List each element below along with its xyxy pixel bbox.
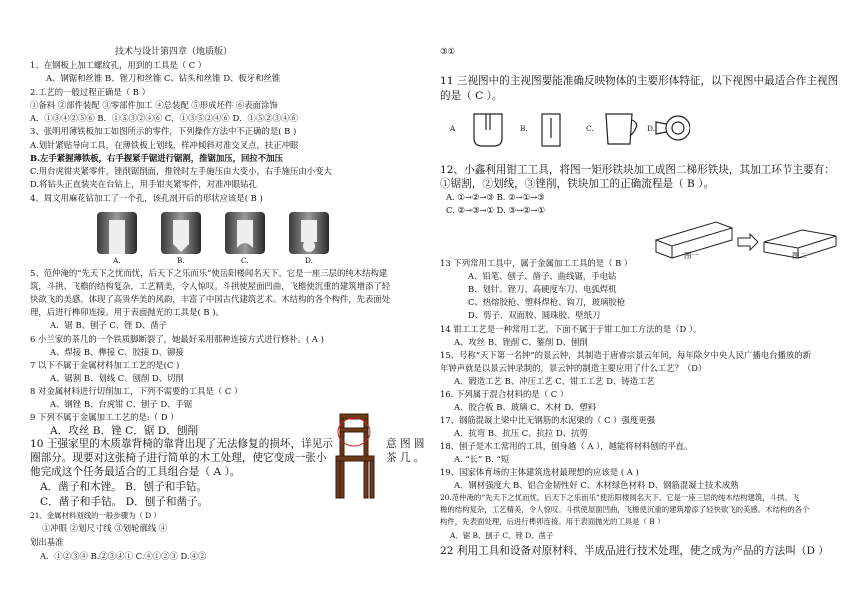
question-line: 21、金属材料划线的一般步骤为（ D ） xyxy=(30,511,161,520)
drill-caption: D. xyxy=(305,256,314,265)
option-line: C. ②→③→① D. ③→②→① xyxy=(446,205,545,215)
question-line: 6 小兰家的茶几的一个铁质脚断裂了，她最好采用那种连接方式进行修补。( A ) xyxy=(30,334,324,344)
chair-figure xyxy=(332,410,378,502)
question-line: 11 三视图中的主视图要能准确反映物体的主要形体特征，以下视图中最适合作主视图 xyxy=(440,75,839,87)
question-line: 3、张明用薄铁板加工如图所示的零件，下列操作方法中不正确的是( B ) xyxy=(30,126,297,136)
option-line: A、胶合板 B、玻璃 C、木材 D、塑料 xyxy=(454,402,597,412)
arrow-icon xyxy=(738,234,758,250)
option-line: A. “长” B. “短 xyxy=(454,454,510,464)
option-line: C、热熔胶枪、塑料焊枪、钩刀，玻璃胶枪 xyxy=(468,297,626,307)
question-line: 16. 下列属于混合材料的是（ C ） xyxy=(440,389,569,399)
chair-side-text: 茶 几 。 xyxy=(386,452,425,464)
option-line: A．①②③④ B.②③④① C.④①②③ D.④② xyxy=(40,551,207,561)
question-line: 17、钢筋混凝土梁中比无钢筋的水泥梁的（ C ）强度更强 xyxy=(440,415,656,425)
option-line: A、抗弯 B、抗压 C、抗拉 D、抗剪 xyxy=(454,428,588,438)
question-line: 圈部分。现要对这张椅子进行简单的木工处理，使它变成一张小 xyxy=(30,452,327,464)
question-line: 18、刨子是木工常用的工具，刨身越（ A ），越能将材料刨的平直。 xyxy=(440,441,693,451)
option-line: D.将钻头正直装夹在台钻上，用手钳夹紧零件，对准冲眼钻孔 xyxy=(30,179,257,189)
question-line: 7 以下不属于金属材料加工工艺的是(C ) xyxy=(30,360,180,370)
option-line: A、锻造工艺 B、冲压工艺 C、钳工工艺 D、铸造工艺 xyxy=(454,376,655,386)
question-line: 12、小鑫利用钳工工具，将图一矩形铁块加工成图二梯形铁块，其加工环节主要有： xyxy=(440,164,835,176)
question-line: 8 对金属材料进行切削加工，下列不需要的工具是（ C ） xyxy=(30,386,243,396)
question-line: 构件，先表面处理，后进行榫卯连接。用于表面抛光的工具是（ B ） xyxy=(440,517,665,526)
option-line: C．凿子和手钻。 D．刨子和凿子。 xyxy=(40,496,209,508)
option-line-answer: B.左手紧握薄铁板，右手握紧手锯进行锯割，推锯加压，回拉不加压 xyxy=(30,153,283,163)
question-line: 5、范仲淹的“先天下之忧而忧，后天下之乐而乐”使岳阳楼闻名天下。它是一座三层的纯木结构建 xyxy=(30,268,388,278)
option-line: A．凿子和木锉。 B．刨子和手钻。 xyxy=(40,481,208,493)
view-option-b xyxy=(542,114,560,146)
option-line: A、铅笔、刨子、凿子、曲线锯，手电钻 xyxy=(468,271,617,281)
option-line: A．①③④②⑤⑥ B．①⑤③②④⑥ C．①③⑤②④⑥ D．①⑤②③④⑥ xyxy=(30,113,298,123)
question-line: 9 下列不属于金属加工工艺的是:（ D ） xyxy=(30,412,179,422)
drill-caption: C. xyxy=(241,256,249,265)
drill-caption: A. xyxy=(113,256,121,265)
question-line: 22 利用工具和设备对原材料、半成品进行技术处理，使之成为产品的方法叫（D ） xyxy=(440,545,829,557)
view-caption: D. xyxy=(647,124,656,133)
drill-option-b-figure xyxy=(161,212,201,254)
question-line: 的是（ C ）。 xyxy=(440,90,503,102)
drill-option-c-figure xyxy=(225,212,265,254)
option-line: A、钢锯和丝锥 B、锉刀和丝锥 C、钻头和丝锥 D、板牙和丝锥 xyxy=(46,73,281,83)
iron-block-illustration xyxy=(652,212,842,264)
question-line: 年钟声就是以景云钟录制的，景云钟的制造主要应用了什么工艺？（D） xyxy=(440,363,707,373)
question-line: 檐的结构复杂，工艺精美，令人惊叹。斗拱使屋面凹曲，飞檐使沉重的建筑增添了轻快欲飞的美感。木结构的各个 xyxy=(440,505,810,514)
option-line: A．锯 B、刨子 C、锉 D、凿子 xyxy=(450,531,554,540)
question-line: 2.工艺的一般过程正确是（ B ） xyxy=(30,87,150,97)
option-line: D、剪子、双面胶、圆珠胶、壁纸刀 xyxy=(468,310,601,320)
figure-caption: 图一 xyxy=(684,251,699,260)
option-line: A. ①→②→③ B. ②→①→③ xyxy=(446,192,545,202)
view-option-c xyxy=(606,114,637,144)
question-line: 理，后进行榫卯连接。用于表面抛光的工具是( B )。 xyxy=(30,307,224,317)
option-line: A、锯割 B、划线 C、刨削 D、切削 xyxy=(50,373,184,383)
question-line: 快欲飞的美感。体现了高贵华美的风韵，丰富了中国古代建筑艺术。木结构的各个构件，先表面处 xyxy=(30,294,391,304)
question-line: 他完成这个任务最适合的工具组合是（ A ）。 xyxy=(30,466,241,478)
option-line: A、焊接 B、榫接 C、胶接 D、铆接 xyxy=(50,347,184,357)
view-caption: A xyxy=(450,124,456,133)
option-line: ①备料 ②部件装配 ③零部件加工 ④总装配 ⑤形成坯件 ⑥表面涂饰 xyxy=(30,100,278,110)
drill-option-a-figure xyxy=(97,212,137,254)
figure-caption: 图二 xyxy=(792,251,807,260)
option-line: A．锯 B、刨子 C、锉 D、凿子 xyxy=(50,320,168,330)
drill-option-d-figure xyxy=(289,212,329,254)
chair-side-text: 意 图 圆 xyxy=(386,438,425,450)
option-line: A、钢锉 B、台虎钳 C、刨子 D、手锯 xyxy=(50,399,193,409)
view-caption: B. xyxy=(520,124,528,133)
chair-illustration xyxy=(332,410,378,502)
drill-caption: B. xyxy=(177,256,185,265)
question-line: 10 王强家里的木质靠背椅的靠背出现了无法修复的损坏，详见示 xyxy=(30,438,333,450)
option-line: A、钢材强度大 B、铝合金韧性好 C、木材绿色材料 D、钢筋混凝土技术成熟 xyxy=(454,480,739,490)
question-line: 13 下列常用工具中，属于金属加工工具的是（ B ） xyxy=(440,258,633,268)
question-line: 1、在钢板上加工螺纹孔，用到的工具是（ C ） xyxy=(30,60,207,70)
option-line: A.划针紧贴导向工具，在薄铁板上划线，样冲倾斜对准交叉点，扶正冲眼 xyxy=(30,140,299,150)
question-line: 4、周文用麻花钻加工了一个孔，该孔剖开后的形状应该是( B ) xyxy=(30,193,263,203)
option-line: A．攻丝 B．锉 C．锯 D．刨削 xyxy=(50,425,199,437)
question-line: 筑，斗拱、飞檐的结构复杂，工艺精美，令人惊叹。斗拱使屋面凹曲，飞檐使沉重的建筑增添了轻 xyxy=(30,281,391,291)
question-line: 19、国家体育场的主体建筑选材最理想的应该是 ( A ) xyxy=(440,467,639,477)
option-line: A、攻丝 B、锉削 C、錾削 D、刨削 xyxy=(454,337,588,347)
option-line: B、划针、锉刀、高硬度车刀、电弧焊机 xyxy=(468,284,617,294)
question-line: 15、号称“天下第一名钟”的景云钟，其制造于唐睿宗景云年间，每年除夕中央人民广播电台播放的新 xyxy=(440,350,811,360)
document-title: 技术与设计第四章（地质版） xyxy=(115,47,233,57)
continuation-text: ③① xyxy=(440,46,456,56)
question-line: 20.范仲淹的“先天下之忧而忧，后天下之乐而乐”使岳阳楼闻名天下。它是一座三层的纯木结构建筑，斗拱、飞 xyxy=(440,493,800,502)
option-line: 划出基准 xyxy=(30,537,64,547)
iron-block-figure xyxy=(652,212,842,264)
option-line: C.用台虎钳夹紧零件，锉削锯削面，推锉时左手施压由大变小，右手施压由小变大 xyxy=(30,166,332,176)
view-option-d xyxy=(656,116,690,140)
question-line: ①锯割，②划线，③锉削，铁块加工的正确流程是（ B ）。 xyxy=(440,178,715,190)
view-option-a xyxy=(474,114,502,146)
option-line: ①冲眼 ②划尺寸线 ③划轮廓线 ④ xyxy=(42,523,168,533)
view-caption: C. xyxy=(586,124,594,133)
question-line: 14 钳工工艺是一种常用工艺，下面不属于于钳工加工方法的是（D ）。 xyxy=(440,324,702,334)
